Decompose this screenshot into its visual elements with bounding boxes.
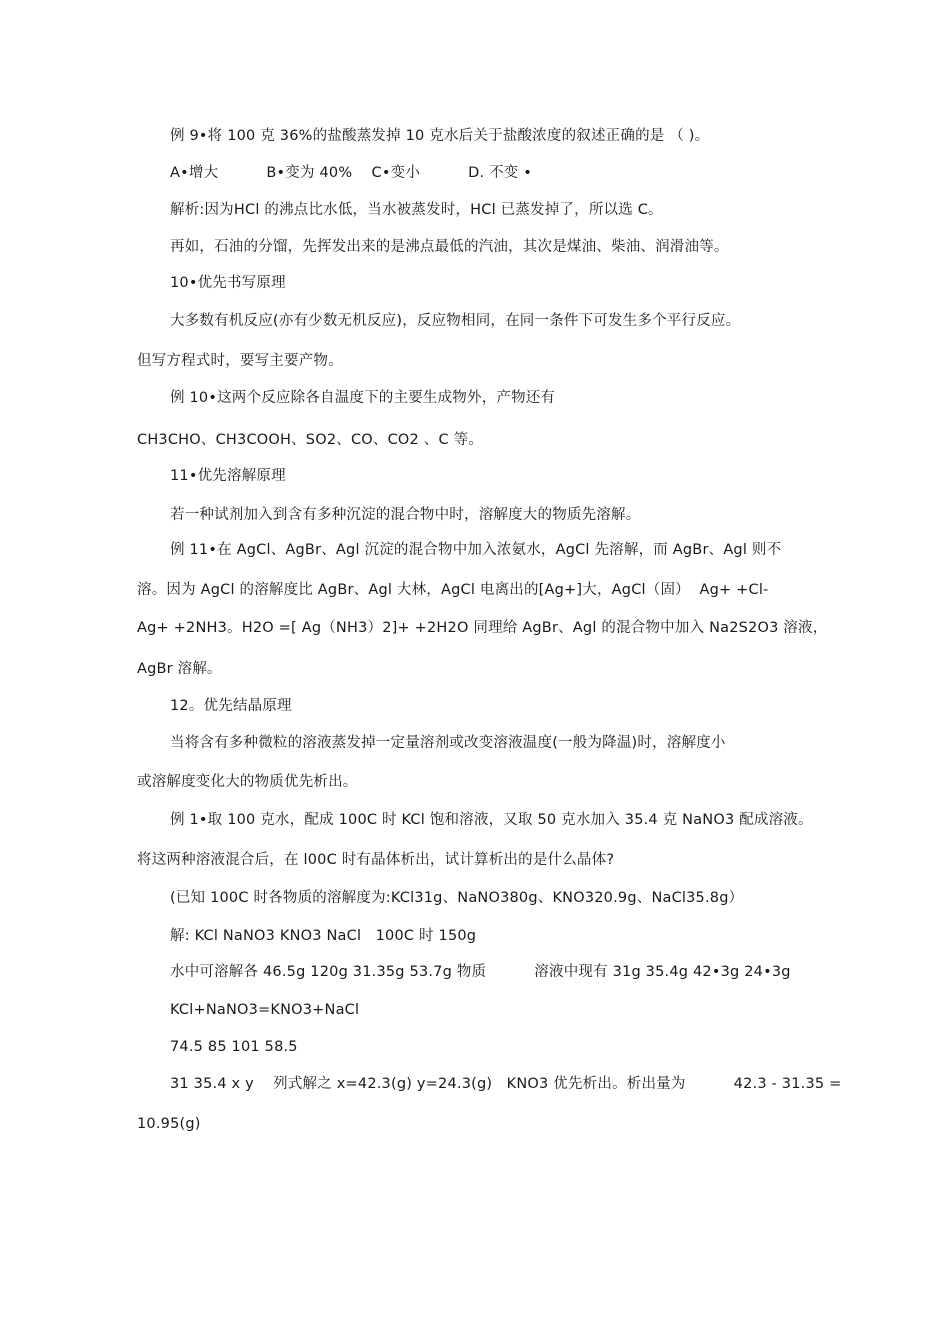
example-1-cont: 将这两种溶液混合后，在 l00C 时有晶体析出，试计算析出的是什么晶体? xyxy=(137,852,615,868)
example-11-cont-2: Ag+ +2NH3。H2O =[ Ag（NH3）2]+ +2H2O 同理给 AgBr、Agl 的混合物中加入 Na2S2O3 溶液， xyxy=(137,620,828,636)
reaction-equation: KCl+NaNO3=KNO3+NaCl xyxy=(170,1002,360,1018)
example-11: 例 11•在 AgCl、AgBr、Agl 沉淀的混合物中加入浓氨水，AgCl 先溶解，而 AgBr、Agl 则不 xyxy=(170,542,782,558)
section-12-paragraph: 当将含有多种微粒的溶液蒸发掉一定量溶剂或改变溶液温度(一般为降温)时，溶解度小 xyxy=(170,735,726,751)
solution-line-1: 解: KCl NaNO3 KNO3 NaCl 100C 时 150g xyxy=(170,928,477,944)
example-11-cont-1: 溶。因为 AgCl 的溶解度比 AgBr、Agl 大林，AgCl 电离出的[Ag+]大，AgCl（固） Ag+ +Cl- xyxy=(137,582,769,598)
example-10: 例 10•这两个反应除各自温度下的主要生成物外，产物还有 xyxy=(170,390,556,406)
section-11-paragraph: 若一种试剂加入到含有多种沉淀的混合物中时，溶解度大的物质先溶解。 xyxy=(170,507,641,523)
example-10-products: CH3CHO、CH3COOH、SO2、CO、CO2 、C 等。 xyxy=(137,432,483,448)
section-11-heading: 11•优先溶解原理 xyxy=(170,468,286,484)
calculation-line: 31 35.4 x y 列式解之 x=42.3(g) y=24.3(g) KNO3 优先析出。析出量为 42.3 - 31.35 = xyxy=(170,1076,842,1092)
solubility-given: (已知 100C 时各物质的溶解度为:KCl31g、NaNO380g、KNO320.9g、NaCl35.8g） xyxy=(170,890,744,906)
calculation-result: 10.95(g) xyxy=(137,1116,201,1132)
example-9-options: A•增大 B•变为 40% C•变小 D. 不变 • xyxy=(170,165,533,181)
molar-masses: 74.5 85 101 58.5 xyxy=(170,1039,298,1055)
section-12-heading: 12。优先结晶原理 xyxy=(170,698,292,714)
solution-line-2: 水中可溶解各 46.5g 120g 31.35g 53.7g 物质 溶液中现有 31g 35.4g 42•3g 24•3g xyxy=(170,964,791,980)
section-12-paragraph-cont: 或溶解度变化大的物质优先析出。 xyxy=(137,774,358,790)
example-9-analysis: 解析:因为HCl 的沸点比水低，当水被蒸发时，HCl 已蒸发掉了，所以选 C。 xyxy=(170,202,663,218)
petroleum-example: 再如，石油的分馏，先挥发出来的是沸点最低的汽油，其次是煤油、柴油、润滑油等。 xyxy=(170,239,729,255)
example-9-question: 例 9•将 100 克 36%的盐酸蒸发掉 10 克水后关于盐酸浓度的叙述正确的是 （ )。 xyxy=(170,128,710,144)
section-10-paragraph-cont: 但写方程式时，要写主要产物。 xyxy=(137,353,343,369)
example-1: 例 1•取 100 克水，配成 100C 时 KCl 饱和溶液，又取 50 克水加入 35.4 克 NaNO3 配成溶液。 xyxy=(170,812,813,828)
example-11-cont-3: AgBr 溶解。 xyxy=(137,661,222,677)
section-10-heading: 10•优先书写原理 xyxy=(170,275,286,291)
section-10-paragraph: 大多数有机反应(亦有少数无机反应)，反应物相同，在同一条件下可发生多个平行反应。 xyxy=(170,313,741,329)
